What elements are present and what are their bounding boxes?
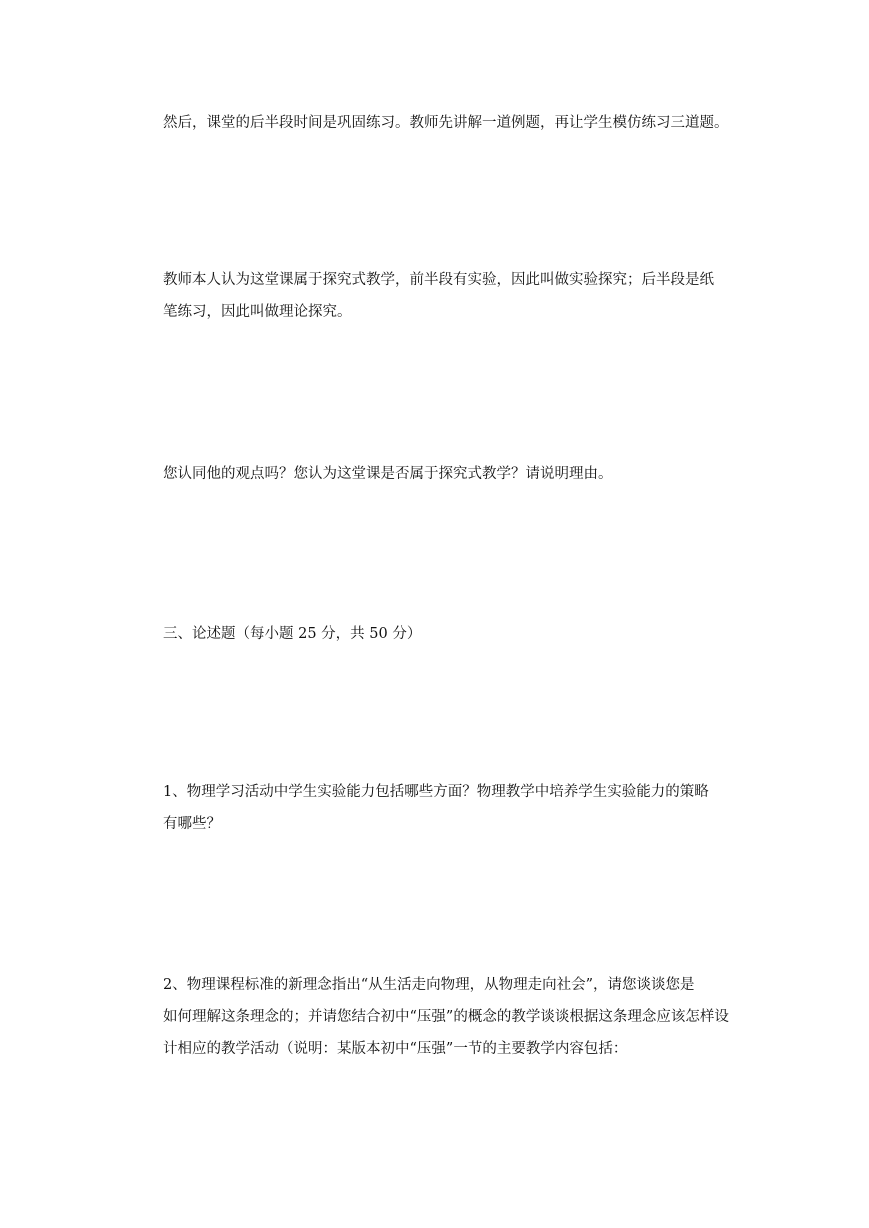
paragraph-teacher-view bbox=[133, 264, 745, 328]
text-line: 教师本人认为这堂课属于探究式教学，前半段有实验，因此叫做实验探究；后半段是纸 bbox=[163, 272, 714, 288]
text-line: 1、物理学习活动中学生实验能力包括哪些方面？物理教学中培养学生实验能力的策略 bbox=[163, 784, 709, 800]
text-line: 计相应的教学活动（说明：某版本初中“压强”一节的主要教学内容包括： bbox=[163, 1041, 628, 1057]
text-line: 笔练习，因此叫做理论探究。 bbox=[163, 304, 352, 320]
text-line: 如何理解这条理念的；并请您结合初中“压强”的概念的教学谈谈根据这条理念应该怎样设 bbox=[163, 1009, 729, 1025]
text-line: 有哪些？ bbox=[163, 816, 221, 832]
paragraph-question-prompt bbox=[133, 458, 745, 490]
question-2 bbox=[133, 969, 745, 1065]
question-1 bbox=[133, 776, 745, 840]
text-line: 您认同他的观点吗？您认为这堂课是否属于探究式教学？请说明理由。 bbox=[163, 466, 613, 482]
text-line: 三、论述题（每小题 25 分，共 50 分） bbox=[163, 626, 422, 642]
text-line: 2、物理课程标准的新理念指出“从生活走向物理，从物理走向社会”，请您谈谈您是 bbox=[163, 977, 695, 993]
section-heading-essay bbox=[133, 618, 745, 650]
paragraph-consolidation-practice bbox=[133, 107, 745, 139]
text-line: 然后，课堂的后半段时间是巩固练习。教师先讲解一道例题，再让学生模仿练习三道题。 bbox=[163, 115, 729, 131]
